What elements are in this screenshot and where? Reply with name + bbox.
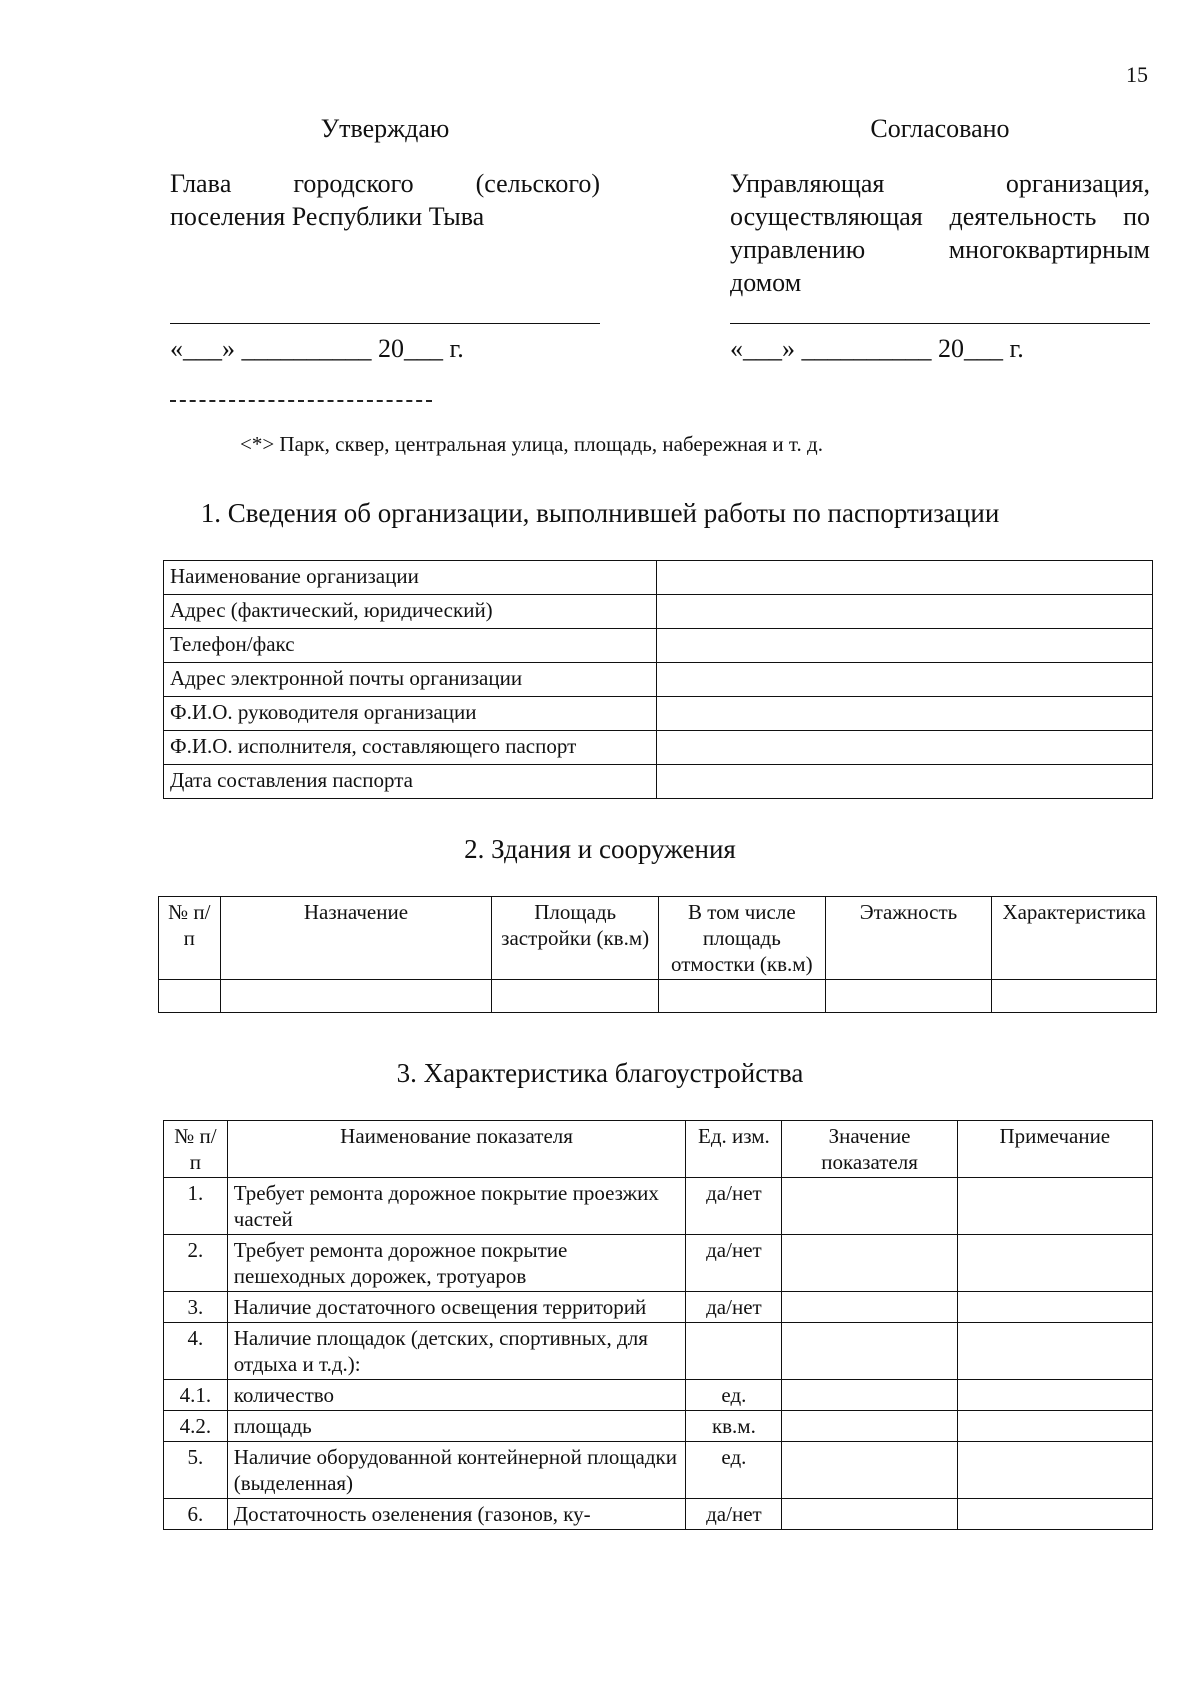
- indicator-name: Достаточность озеленения (газонов, ку-: [227, 1499, 686, 1530]
- table-cell: [992, 980, 1157, 1013]
- unit-cell: ед.: [686, 1442, 782, 1499]
- signature-line: [730, 323, 1150, 324]
- note-cell: [957, 1292, 1152, 1323]
- date-line: «___» __________ 20___ г.: [730, 334, 1024, 363]
- header-cell: Назначение: [220, 897, 492, 980]
- table-row: [164, 1323, 1153, 1380]
- row-number: 5.: [164, 1442, 228, 1499]
- header-cell: № п/п: [164, 1121, 228, 1178]
- note-cell: [957, 1235, 1152, 1292]
- table-row: [164, 595, 1153, 629]
- unit-cell: да/нет: [686, 1499, 782, 1530]
- indicator-name: Наличие площадок (детских, спортивных, для отдыха и т.д.):: [227, 1323, 686, 1380]
- table-row: [164, 697, 1153, 731]
- unit-cell: ед.: [686, 1380, 782, 1411]
- row-number: 2.: [164, 1235, 228, 1292]
- footnote-text: <*> Парк, сквер, центральная улица, площадь, набережная и т. д.: [240, 432, 823, 456]
- note-cell: [957, 1499, 1152, 1530]
- row-label: Ф.И.О. исполнителя, составляющего паспорт: [164, 731, 657, 765]
- unit-cell: кв.м.: [686, 1411, 782, 1442]
- header-cell: Наименование показателя: [227, 1121, 686, 1178]
- table-row: [164, 1499, 1153, 1530]
- table-header-row: [164, 1121, 1153, 1178]
- date-line: «___» __________ 20___ г.: [170, 334, 464, 363]
- header-cell: Значение показателя: [782, 1121, 957, 1178]
- header-cell: Примечание: [957, 1121, 1152, 1178]
- value-cell: [782, 1323, 957, 1380]
- table-row: [164, 1411, 1153, 1442]
- table-cell: [159, 980, 221, 1013]
- section1-title: 1. Сведения об организации, выполнившей работы по паспортизации: [200, 498, 1000, 528]
- agreement-body: Управляющая организация, осуществляющая деятельность по управлению многоквартирным домом: [730, 169, 1150, 297]
- value-cell: [782, 1235, 957, 1292]
- note-cell: [957, 1380, 1152, 1411]
- header-cell: Площадь застройки (кв.м): [492, 897, 659, 980]
- row-value-cell: [657, 595, 1153, 629]
- row-label: Дата составления паспорта: [164, 765, 657, 799]
- unit-cell: да/нет: [686, 1292, 782, 1323]
- table-cell: [658, 980, 825, 1013]
- unit-cell: да/нет: [686, 1235, 782, 1292]
- row-number: 6.: [164, 1499, 228, 1530]
- header-cell: В том числе площадь отмостки (кв.м): [658, 897, 825, 980]
- indicator-name: Наличие достаточного освещения территорий: [227, 1292, 686, 1323]
- value-cell: [782, 1411, 957, 1442]
- row-number: 4.1.: [164, 1380, 228, 1411]
- row-number: 1.: [164, 1178, 228, 1235]
- table-row: [164, 1235, 1153, 1292]
- row-number: 4.2.: [164, 1411, 228, 1442]
- row-value-cell: [657, 731, 1153, 765]
- note-cell: [957, 1411, 1152, 1442]
- table-cell: [220, 980, 492, 1013]
- buildings-table: [158, 896, 1157, 1013]
- agreement-block-right: [730, 112, 1150, 365]
- unit-cell: да/нет: [686, 1178, 782, 1235]
- table-row: [164, 1178, 1153, 1235]
- table-row: [164, 1292, 1153, 1323]
- row-label: Адрес (фактический, юридический): [164, 595, 657, 629]
- footnote-separator: [170, 400, 432, 402]
- row-value-cell: [657, 663, 1153, 697]
- value-cell: [782, 1178, 957, 1235]
- amenities-table: [163, 1120, 1153, 1530]
- table-row: [164, 765, 1153, 799]
- agreement-heading: Согласовано: [870, 114, 1010, 143]
- row-number: 4.: [164, 1323, 228, 1380]
- indicator-name: количество: [227, 1380, 686, 1411]
- row-label: Ф.И.О. руководителя организации: [164, 697, 657, 731]
- indicator-name: Наличие оборудованной контейнерной площадки (выделенная): [227, 1442, 686, 1499]
- organization-info-table: [163, 560, 1153, 799]
- value-cell: [782, 1380, 957, 1411]
- table-row: [164, 1380, 1153, 1411]
- indicator-name: Требует ремонта дорожное покрытие проезжих частей: [227, 1178, 686, 1235]
- approval-block-left: [170, 112, 600, 365]
- value-cell: [782, 1292, 957, 1323]
- row-value-cell: [657, 697, 1153, 731]
- table-row: [164, 1442, 1153, 1499]
- header-cell: № п/п: [159, 897, 221, 980]
- approval-body: Главa городского (сельского) поселения Республики Тыва: [170, 169, 600, 231]
- note-cell: [957, 1323, 1152, 1380]
- header-cell: Ед. изм.: [686, 1121, 782, 1178]
- note-cell: [957, 1178, 1152, 1235]
- row-number: 3.: [164, 1292, 228, 1323]
- row-label: Адрес электронной почты организации: [164, 663, 657, 697]
- row-value-cell: [657, 629, 1153, 663]
- table-row: [164, 731, 1153, 765]
- section2-title: 2. Здания и сооружения: [464, 834, 736, 864]
- header-cell: Этажность: [825, 897, 992, 980]
- value-cell: [782, 1499, 957, 1530]
- row-label: Телефон/факс: [164, 629, 657, 663]
- table-row: [164, 629, 1153, 663]
- table-header-row: [159, 897, 1157, 980]
- table-row: [159, 980, 1157, 1013]
- row-value-cell: [657, 561, 1153, 595]
- header-cell: Характеристика: [992, 897, 1157, 980]
- value-cell: [782, 1442, 957, 1499]
- approval-heading: Утверждаю: [320, 114, 450, 143]
- table-cell: [825, 980, 992, 1013]
- signature-line: [170, 323, 600, 324]
- note-cell: [957, 1442, 1152, 1499]
- table-cell: [492, 980, 659, 1013]
- section3-title: 3. Характеристика благоустройства: [396, 1058, 804, 1088]
- unit-cell: [686, 1323, 782, 1380]
- page-number: 15: [1126, 62, 1148, 87]
- row-label: Наименование организации: [164, 561, 657, 595]
- indicator-name: площадь: [227, 1411, 686, 1442]
- table-row: [164, 561, 1153, 595]
- indicator-name: Требует ремонта дорожное покрытие пешеходных дорожек, тротуаров: [227, 1235, 686, 1292]
- table-row: [164, 663, 1153, 697]
- row-value-cell: [657, 765, 1153, 799]
